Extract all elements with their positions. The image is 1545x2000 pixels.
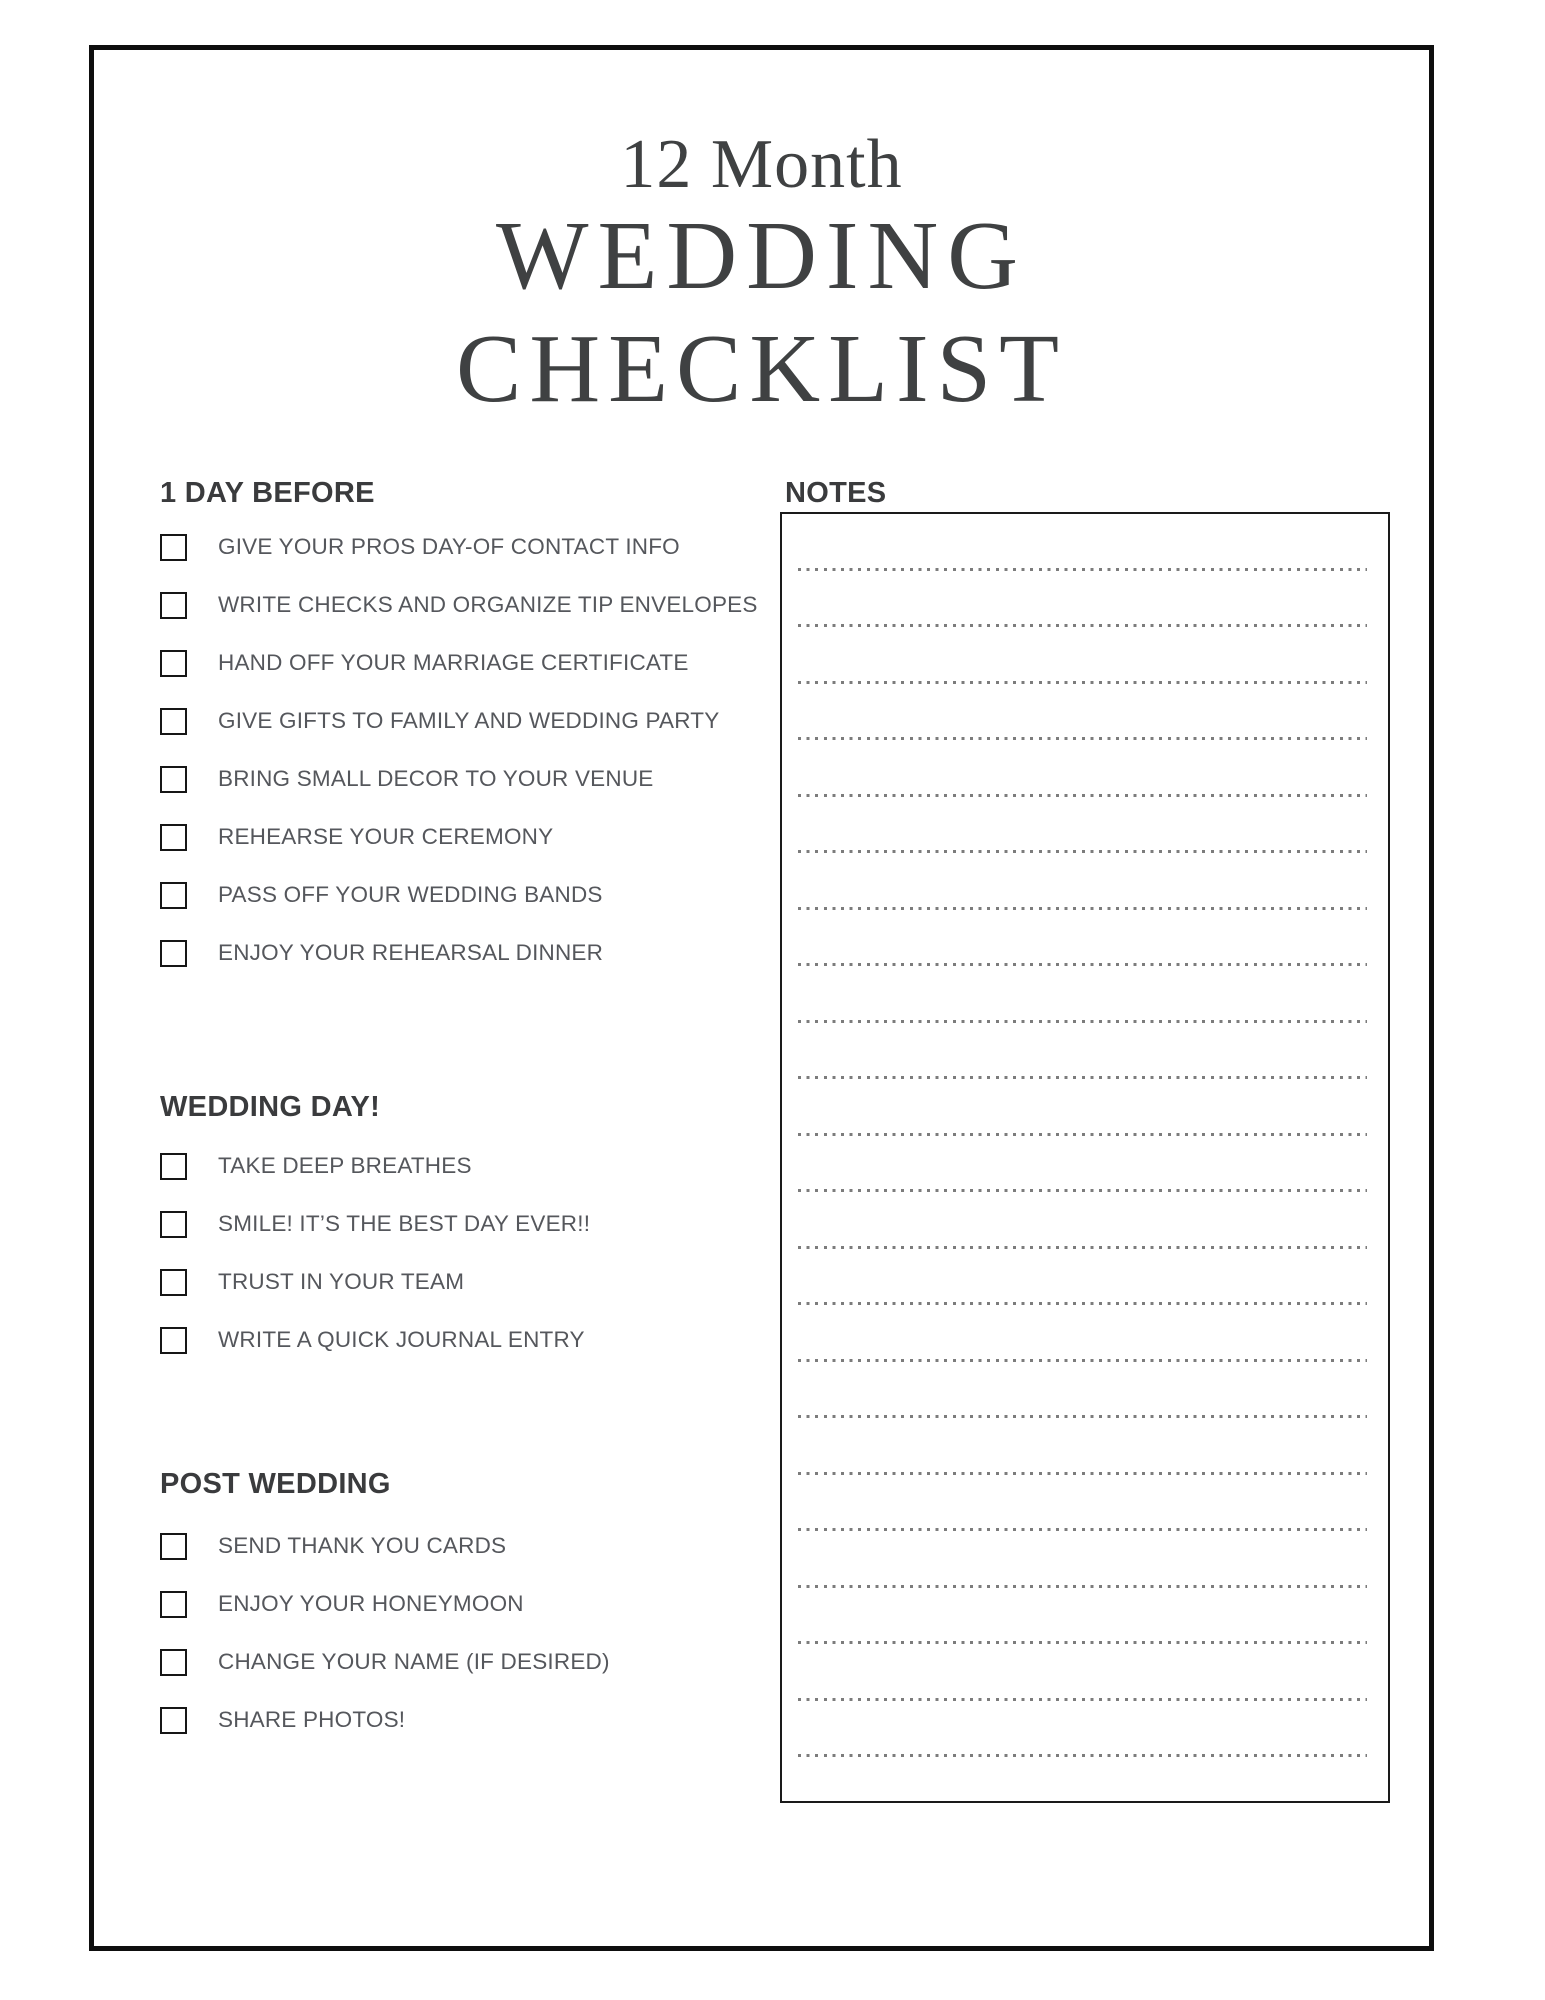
checkbox[interactable] (160, 882, 187, 909)
checklist-item-row (160, 808, 780, 866)
checklist-item-row (160, 518, 780, 576)
notes-ruled-line (798, 1588, 1367, 1645)
notes-ruled-line (798, 627, 1367, 684)
checklist-item-row (160, 1137, 780, 1195)
checklist-item-row (160, 1691, 780, 1749)
checklist-item-label: GIVE GIFTS TO FAMILY AND WEDDING PARTY (218, 708, 720, 733)
notes-ruled-line (798, 797, 1367, 854)
checkbox[interactable] (160, 1533, 187, 1560)
checklist-item-row (160, 576, 780, 634)
checklist-item-label: ENJOY YOUR HONEYMOON (218, 1591, 524, 1616)
notes-ruled-line (798, 1249, 1367, 1306)
checklist-item-label: BRING SMALL DECOR TO YOUR VENUE (218, 766, 654, 791)
checklist-item-row (160, 924, 780, 982)
checklist-item-label: HAND OFF YOUR MARRIAGE CERTIFICATE (218, 650, 689, 675)
checkbox[interactable] (160, 1591, 187, 1618)
notes-ruled-line (798, 1475, 1367, 1532)
checklist-item-label: TAKE DEEP BREATHES (218, 1153, 472, 1178)
notes-ruled-line (798, 1023, 1367, 1080)
checklist-item-label: WRITE CHECKS AND ORGANIZE TIP ENVELOPES (218, 592, 758, 617)
checklist-item-row (160, 1195, 780, 1253)
checkbox[interactable] (160, 1707, 187, 1734)
section-heading-post-wedding: POST WEDDING (160, 1468, 391, 1500)
title-line-wedding: WEDDING (495, 202, 1028, 310)
checklist-item-label: TRUST IN YOUR TEAM (218, 1269, 465, 1294)
notes-ruled-line (798, 684, 1367, 741)
notes-box (780, 512, 1390, 1803)
page-border-frame (89, 45, 1434, 1951)
section-heading-1-day-before: 1 DAY BEFORE (160, 477, 375, 509)
checkbox[interactable] (160, 1211, 187, 1238)
checkbox[interactable] (160, 708, 187, 735)
notes-ruled-line (798, 1079, 1367, 1136)
checkbox[interactable] (160, 940, 187, 967)
section-wedding-day (160, 1092, 780, 1369)
title-line-checklist: CHECKLIST (456, 315, 1067, 423)
notes-ruled-line (798, 514, 1367, 571)
checkbox[interactable] (160, 592, 187, 619)
checklist-item-label: SEND THANK YOU CARDS (218, 1533, 507, 1558)
notes-ruled-line (798, 1531, 1367, 1588)
checklist-item-row (160, 692, 780, 750)
checklist-item-label: REHEARSE YOUR CEREMONY (218, 824, 554, 849)
checkbox[interactable] (160, 534, 187, 561)
checklist-item-row (160, 634, 780, 692)
section-heading-wedding-day: WEDDING DAY! (160, 1091, 381, 1123)
checklist-item-label: ENJOY YOUR REHEARSAL DINNER (218, 940, 604, 965)
checkbox[interactable] (160, 1269, 187, 1296)
checklist-item-row (160, 750, 780, 808)
section-post-wedding (160, 1469, 780, 1749)
notes-ruled-line (798, 1701, 1367, 1758)
title-subline-12-month: 12 Month (620, 126, 903, 203)
notes-heading: NOTES (785, 477, 887, 509)
checklist-item-row (160, 1253, 780, 1311)
checkbox[interactable] (160, 650, 187, 677)
checkbox[interactable] (160, 1327, 187, 1354)
checklist-item-row (160, 1311, 780, 1369)
checklist-item-label: WRITE A QUICK JOURNAL ENTRY (218, 1327, 585, 1352)
checklist-item-label: CHANGE YOUR NAME (IF DESIRED) (218, 1649, 610, 1674)
notes-ruled-line (798, 966, 1367, 1023)
checklist-item-row (160, 1517, 780, 1575)
checkbox[interactable] (160, 766, 187, 793)
notes-ruled-line (798, 1192, 1367, 1249)
checklist-item-label: PASS OFF YOUR WEDDING BANDS (218, 882, 603, 907)
notes-ruled-line (798, 1136, 1367, 1193)
checkbox[interactable] (160, 824, 187, 851)
notes-ruled-line (798, 1362, 1367, 1419)
notes-ruled-line (798, 1418, 1367, 1475)
checklist-item-row (160, 866, 780, 924)
notes-ruled-line (798, 910, 1367, 967)
checklist-item-row (160, 1633, 780, 1691)
checklist-item-row (160, 1575, 780, 1633)
checklist-item-label: SHARE PHOTOS! (218, 1707, 406, 1732)
notes-ruled-line (798, 571, 1367, 628)
notes-ruled-line (798, 1305, 1367, 1362)
notes-ruled-line (798, 1644, 1367, 1701)
checkbox[interactable] (160, 1649, 187, 1676)
section-1-day-before (160, 478, 780, 982)
checklist-item-label: SMILE! IT’S THE BEST DAY EVER!! (218, 1211, 591, 1236)
notes-ruled-line (798, 853, 1367, 910)
checkbox[interactable] (160, 1153, 187, 1180)
checklist-item-label: GIVE YOUR PROS DAY-OF CONTACT INFO (218, 534, 680, 559)
notes-ruled-line (798, 740, 1367, 797)
